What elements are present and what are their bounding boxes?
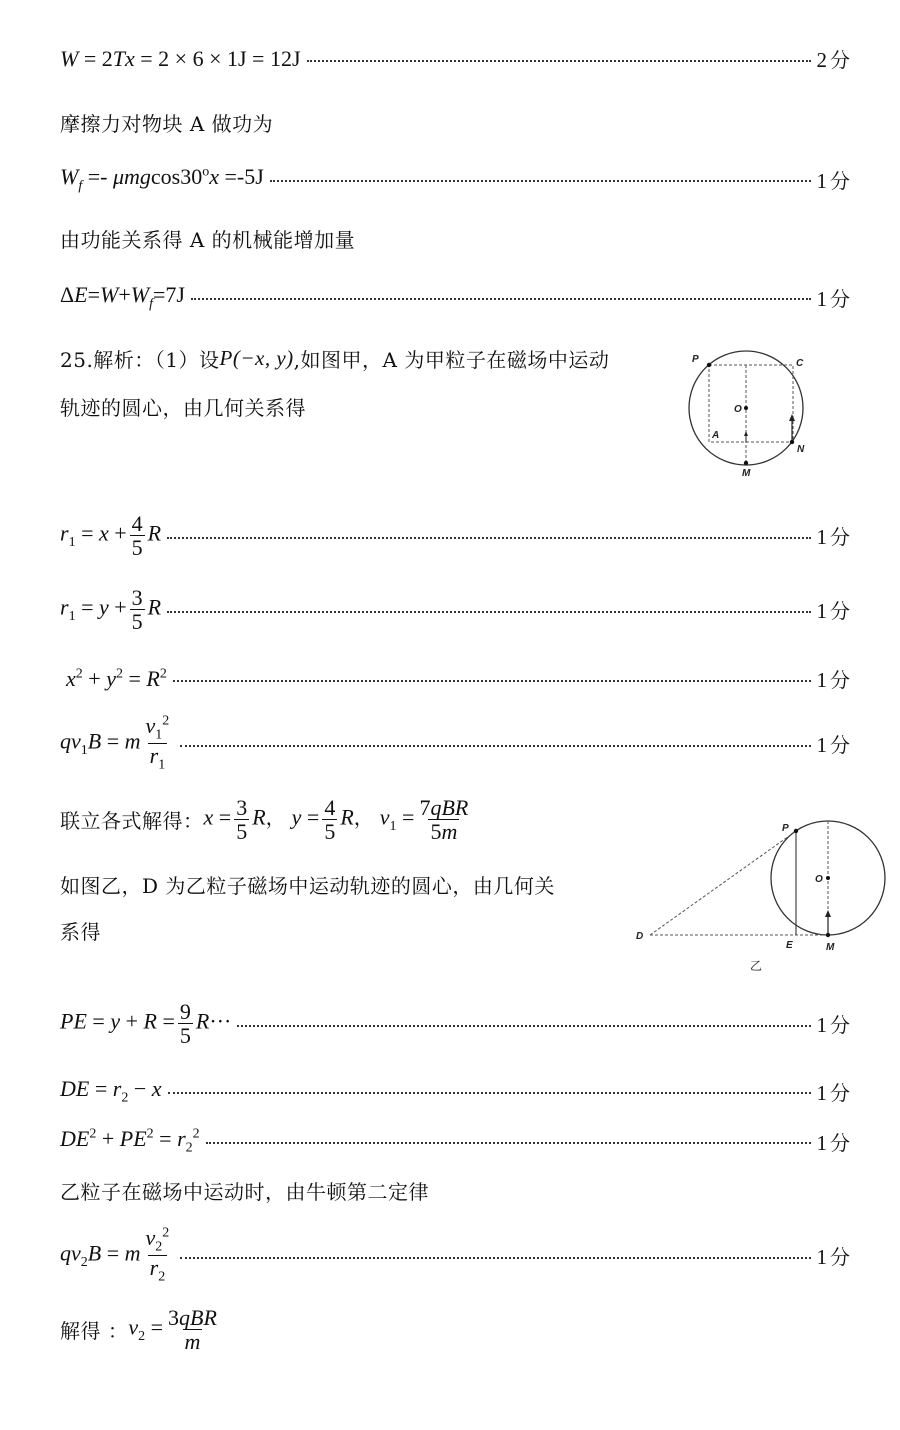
point-o (826, 876, 830, 880)
circle-equation: $x^2 + y^2 = R^2$ (66, 665, 167, 691)
newton-intro-text: 乙粒子在磁场中运动时，由牛顿第二定律 (60, 1180, 429, 1204)
solution-values: x = $\frac{3}{5}$ R， y = $\frac{4}{5}$ R， $v_1$ = $\frac{\text{7qBR}}{5m}$ (203, 795, 469, 845)
energy-increase-equation: $\Delta E=W+W_f=7J$ (60, 282, 185, 312)
energy-increase-row (60, 282, 850, 312)
point-p (707, 363, 711, 367)
q25-intro-text: 25.解析：（1）设 P(−x, y) ,如图甲，A 为甲粒子在磁场中运动 (60, 346, 610, 372)
label-e: E (786, 940, 793, 951)
dot-leader (167, 611, 810, 613)
energy-intro-text: 由功能关系得 A 的机械能增加量 (60, 228, 356, 252)
score-mark: 1 分 (816, 733, 850, 758)
figure-a-diagram (680, 340, 810, 480)
lorentz-equation-1-row (60, 714, 850, 773)
score-mark: 1 分 (816, 168, 850, 193)
lorentz-equation-2-row (60, 1226, 850, 1285)
dot-leader (270, 180, 811, 182)
figure-b-diagram (630, 815, 892, 980)
friction-work-row (60, 164, 850, 194)
circle-equation-row (66, 664, 850, 693)
radius-equation-2: $r_1 = y$ + $\frac{3}{5}$ R (60, 585, 162, 635)
radius-equation-1: $r_1 = x$ + $\frac{4}{5}$ R (60, 511, 162, 561)
velocity-arrowhead (789, 414, 795, 421)
figure-b-intro-text-line2: 系得 (60, 920, 101, 944)
score-mark: 1 分 (816, 286, 850, 311)
score-mark: 1 分 (816, 668, 850, 692)
score-mark: 1 分 (816, 1245, 850, 1270)
de-equation: DE = $r_2 - x$ (60, 1076, 162, 1106)
dot-leader (191, 298, 811, 300)
dot-leader (180, 745, 810, 747)
score-mark: 1 分 (816, 599, 850, 624)
dot-leader (180, 1257, 810, 1259)
trajectory-square (709, 365, 793, 442)
label-a: A (712, 430, 720, 441)
score-mark: 1 分 (816, 525, 850, 550)
point-n (790, 440, 794, 444)
label-o: O (815, 874, 823, 885)
pe-equation: PE = y + R = $\frac{9}{5}$ R··· (60, 999, 232, 1049)
point-m (744, 461, 748, 465)
solution-row (60, 796, 570, 843)
lorentz-equation-2: $qv_2B = m$ $\frac{v_2^2}{r_2}$ (60, 1225, 170, 1285)
dot-leader (167, 537, 810, 539)
point-m (826, 933, 830, 937)
pe-equation-row (60, 1000, 850, 1047)
figure-b-intro-text: 如图乙，D 为乙粒子磁场中运动轨迹的圆心，由几何关 (60, 874, 555, 898)
lorentz-equation-1: $qv_1B = m$ $\frac{v_1^2}{r_1}$ (60, 713, 170, 773)
label-m: M (826, 942, 835, 953)
label-m: M (742, 468, 751, 479)
point-p (794, 829, 798, 833)
final-answer-label: 解得 ： (60, 1319, 129, 1344)
small-arrowhead (744, 431, 748, 436)
label-c: C (796, 358, 804, 369)
dot-leader (237, 1025, 810, 1027)
velocity-arrowhead (825, 910, 831, 917)
dot-leader (206, 1142, 811, 1144)
score-mark: 1 分 (816, 1013, 850, 1038)
pythagoras-equation: $DE^2 + PE^2 = r_2^2$ (60, 1126, 200, 1156)
de-equation-row (60, 1076, 850, 1106)
score-mark: 1 分 (816, 1080, 850, 1105)
final-answer-equation: $v_2$ = $\frac{\text{3qBR}}{m}$ (128, 1305, 217, 1355)
radius-equation-1-row (60, 512, 850, 559)
friction-intro-text: 摩擦力对物块 A 做功为 (60, 112, 274, 136)
label-o: O (734, 404, 742, 415)
work-equation: W = 2Tx = 2 × 6 × 1J = 12J (60, 45, 301, 71)
point-o (744, 406, 748, 410)
label-p: P (692, 354, 699, 365)
score-mark: 1 分 (816, 1130, 850, 1155)
label-d: D (636, 931, 644, 942)
line-dp (650, 831, 796, 935)
final-answer-row (60, 1306, 850, 1353)
radius-equation-2-row (60, 586, 850, 633)
solution-label: 联立各式解得： (60, 809, 204, 834)
dot-leader (173, 680, 811, 682)
q25-intro-text-line2: 轨迹的圆心，由几何关系得 (60, 396, 306, 420)
label-n: N (797, 444, 805, 455)
work-equation-row (60, 44, 850, 73)
friction-work-equation: $W_f =- \mu mgcos30^ox =-5J$ (60, 164, 264, 194)
dot-leader (307, 60, 811, 62)
figure-b-caption: 乙 (750, 959, 763, 973)
label-p: P (782, 823, 789, 834)
pythagoras-equation-row (60, 1126, 850, 1156)
dot-leader (168, 1092, 811, 1094)
score-mark: 2 分 (816, 48, 850, 72)
